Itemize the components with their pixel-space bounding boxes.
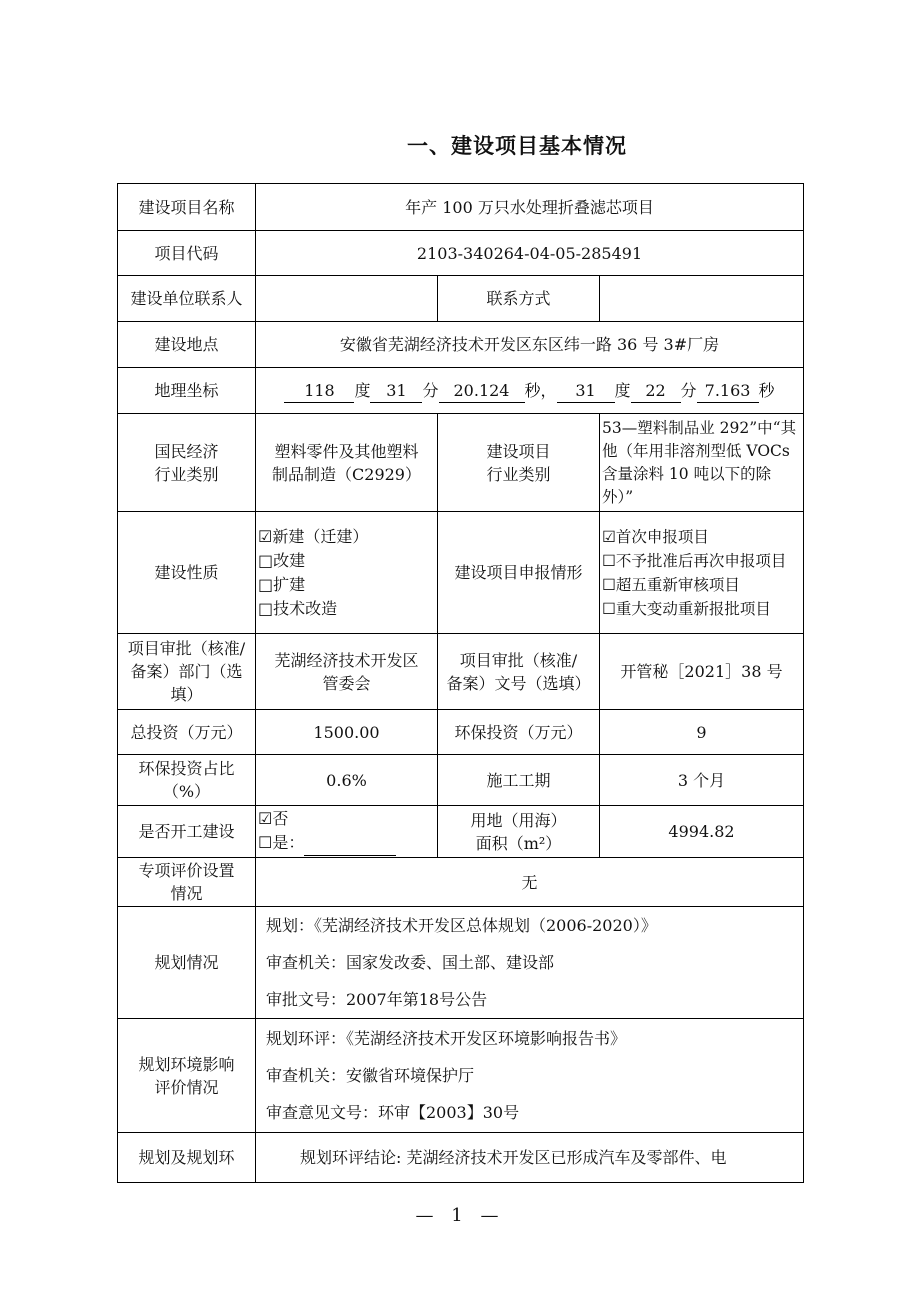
declare-option-five-year: ☐超五重新审核项目 xyxy=(602,575,740,594)
approve-no-label: 项目审批（核准/ 备案）文号（选填） xyxy=(438,634,600,710)
lon-sec: 20.124 xyxy=(439,379,525,403)
project-category-label: 建设项目 行业类别 xyxy=(438,414,600,512)
period-label: 施工工期 xyxy=(438,755,600,806)
lon-deg: 118 xyxy=(284,379,354,403)
nature-label: 建设性质 xyxy=(118,512,256,634)
env-invest-value: 9 xyxy=(600,710,804,755)
nature-options xyxy=(256,512,438,634)
nature-option-tech: □技术改造 xyxy=(258,598,338,618)
approve-no-value: 开管秘［2021］38 号 xyxy=(600,634,804,710)
special-value: 无 xyxy=(256,858,804,907)
env-ratio-label: 环保投资占比 （%） xyxy=(118,755,256,806)
lat-min: 22 xyxy=(631,379,681,403)
contact-value xyxy=(256,276,438,322)
conclusion-value: 规划环评结论: 芜湖经济技术开发区已形成汽车及零部件、电 xyxy=(256,1133,804,1183)
nature-option-rebuild: □改建 xyxy=(258,550,306,570)
contact-method-value xyxy=(600,276,804,322)
nature-option-expand: □扩建 xyxy=(258,574,306,594)
lat-deg: 31 xyxy=(557,379,615,403)
location-value: 安徽省芜湖经济技术开发区东区纬一路 36 号 3#厂房 xyxy=(256,322,804,368)
coord-value: 118 度 31 分 20.124 秒， 31 度 22 分 7.163 秒 xyxy=(256,368,804,414)
code-label: 项目代码 xyxy=(118,231,256,276)
plan-env-label: 规划环境影响 评价情况 xyxy=(118,1019,256,1133)
started-no: ☑否 xyxy=(258,809,289,828)
plan-line: 审批文号：2007年第18号公告 xyxy=(266,990,488,1009)
area-label: 用地（用海） 面积（m²） xyxy=(438,806,600,858)
lat-sec: 7.163 xyxy=(697,379,759,403)
name-value: 年产 100 万只水处理折叠滤芯项目 xyxy=(256,184,804,231)
plan-line: 审查机关：国家发改委、国土部、建设部 xyxy=(266,953,555,972)
invest-label: 总投资（万元） xyxy=(118,710,256,755)
started-yes: ☐是： xyxy=(258,833,305,852)
project-category-value: 53—塑料制品业 292”中“其他（年用非溶剂型低 VOCs 含量涂料 10 吨以下的除外）” xyxy=(600,414,804,512)
area-value: 4994.82 xyxy=(600,806,804,858)
declare-options xyxy=(600,512,804,634)
plan-env-line: 审查机关：安徽省环境保护厅 xyxy=(266,1066,475,1085)
coord-label: 地理坐标 xyxy=(118,368,256,414)
name-label: 建设项目名称 xyxy=(118,184,256,231)
conclusion-label: 规划及规划环 xyxy=(118,1133,256,1183)
industry-value: 塑料零件及其他塑料 制品制造（C2929） xyxy=(256,414,438,512)
special-label: 专项评价设置 情况 xyxy=(118,858,256,907)
plan-value xyxy=(256,907,804,1019)
nature-option-new: ☑新建（迁建） xyxy=(258,526,369,546)
declare-label: 建设项目申报情形 xyxy=(438,512,600,634)
approve-dept-value: 芜湖经济技术开发区 管委会 xyxy=(256,634,438,710)
contact-method-label: 联系方式 xyxy=(438,276,600,322)
code-value: 2103-340264-04-05-285491 xyxy=(256,231,804,276)
approve-dept-label: 项目审批（核准/ 备案）部门（选 填） xyxy=(118,634,256,710)
plan-env-value xyxy=(256,1019,804,1133)
industry-label: 国民经济 行业类别 xyxy=(118,414,256,512)
declare-option-major-change: ☐重大变动重新报批项目 xyxy=(602,599,771,618)
plan-env-line: 审查意见文号：环审【2003】30号 xyxy=(266,1103,520,1122)
page-number: — 1 — xyxy=(415,1205,505,1226)
invest-value: 1500.00 xyxy=(256,710,438,755)
plan-env-line: 规划环评：《芜湖经济技术开发区环境影响报告书》 xyxy=(266,1029,627,1048)
started-options xyxy=(256,806,438,858)
plan-label: 规划情况 xyxy=(118,907,256,1019)
contact-label: 建设单位联系人 xyxy=(118,276,256,322)
env-ratio-value: 0.6% xyxy=(256,755,438,806)
period-value: 3 个月 xyxy=(600,755,804,806)
location-label: 建设地点 xyxy=(118,322,256,368)
plan-line: 规划：《芜湖经济技术开发区总体规划（2006-2020）》 xyxy=(266,916,657,935)
declare-option-resubmit: ☐不予批准后再次申报项目 xyxy=(602,551,787,570)
declare-option-first: ☑首次申报项目 xyxy=(602,527,709,546)
page-title: 一、建设项目基本情况 xyxy=(407,134,627,158)
env-invest-label: 环保投资（万元） xyxy=(438,710,600,755)
started-label: 是否开工建设 xyxy=(118,806,256,858)
project-info-table xyxy=(117,183,804,1183)
lon-min: 31 xyxy=(370,379,422,403)
